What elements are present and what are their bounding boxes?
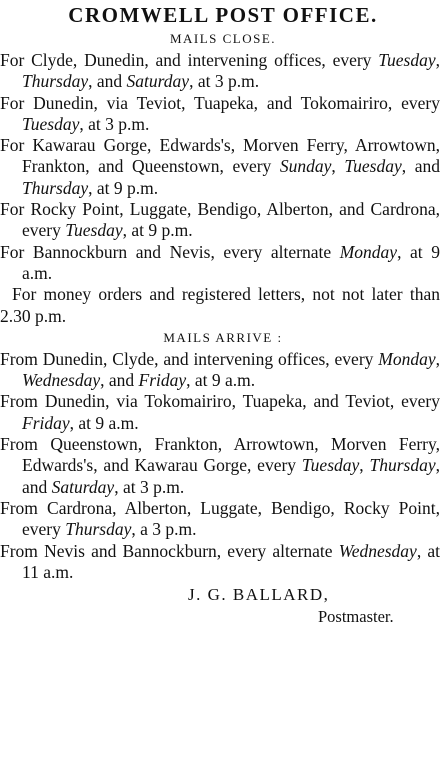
mails-close-section (0, 28, 446, 327)
day-name: Saturday (126, 71, 190, 92)
schedule-entry (0, 135, 446, 199)
entry-text: , (331, 156, 345, 177)
day-name: Wednesday (338, 540, 417, 561)
day-name: Saturday (51, 476, 115, 497)
day-name: Tuesday (378, 50, 436, 70)
day-name: Thursday (22, 177, 89, 198)
schedule-entry (0, 93, 446, 136)
day-name: Wednesday (22, 370, 101, 391)
entry-text: , at 3 p.m. (114, 476, 185, 497)
entry-text: , a 3 p.m. (131, 519, 197, 540)
entry-text: For Kawarau Gorge, Edwards's, Morven Ferry, Arrowtown, Frankton, and Queenstown, every (0, 135, 440, 177)
mails-arrive-list (0, 349, 446, 583)
money-orders-note: For money orders and registered letters, not not later than 2.30 p.m. (0, 284, 440, 326)
day-name: Thursday (22, 71, 89, 92)
mails-close-list (0, 50, 446, 284)
entry-text: , at 9 a.m. (69, 412, 139, 433)
entry-text: , at 3 p.m. (189, 71, 260, 92)
entry-text: , (435, 348, 440, 369)
entry-text: , at 9 p.m. (88, 177, 159, 198)
entry-text: , at 11 a.m. (22, 540, 440, 582)
entry-text: , and (88, 71, 127, 92)
entry-text: , at 9 a.m. (22, 241, 440, 283)
entry-text: , at 9 p.m. (122, 220, 193, 241)
entry-text: , (359, 455, 370, 476)
day-name: Monday (339, 241, 398, 262)
schedule-entry (0, 50, 446, 93)
schedule-entry (0, 349, 446, 392)
entry-text: , at 3 p.m. (79, 113, 150, 134)
entry-text: For Dunedin, via Teviot, Tuapeka, and Tokomairiro, every (0, 92, 440, 113)
entry-text: For Bannockburn and Nevis, every alternate (0, 241, 340, 262)
entry-text: From Dunedin, via Tokomairiro, Tuapeka, and Teviot, every (0, 391, 440, 412)
entry-text: From Queenstown, Frankton, Arrowtown, Morven Ferry, Edwards's, and Kawarau Gorge, every (0, 434, 440, 476)
signature-title: Postmaster. (318, 607, 394, 627)
entry-text: For Rocky Point, Luggate, Bendigo, Alberton, and Cardrona, every (0, 199, 440, 241)
schedule-entry (0, 242, 446, 285)
day-name: Tuesday (22, 113, 80, 134)
entry-text: , and (100, 370, 139, 391)
day-name: Monday (378, 348, 436, 369)
day-name: Friday (138, 370, 187, 391)
schedule-entry (0, 498, 446, 541)
day-name: Thursday (369, 455, 436, 476)
schedule-entry (0, 541, 446, 584)
schedule-entry (0, 199, 446, 242)
entry-text: From Dunedin, Clyde, and intervening offices, every (0, 348, 379, 369)
signature-block (0, 583, 446, 627)
entry-text: From Cardrona, Alberton, Luggate, Bendigo, Rocky Point, every (0, 497, 440, 540)
schedule-entry (0, 434, 446, 498)
mails-arrive-section (0, 327, 446, 583)
entry-text: , and (401, 156, 440, 177)
entry-text: , at 9 a.m. (186, 370, 256, 391)
entry-text: From Nevis and Bannockburn, every alternate (0, 540, 339, 561)
day-name: Tuesday (344, 156, 402, 177)
day-name: Sunday (279, 156, 332, 177)
entry-text: , and (22, 455, 441, 497)
notice-title: CROMWELL POST OFFICE. (68, 3, 378, 27)
day-name: Friday (22, 412, 70, 433)
entry-text: For Clyde, Dunedin, and intervening offices, every (0, 50, 379, 70)
day-name: Thursday (65, 519, 132, 540)
day-name: Tuesday (301, 455, 360, 476)
entry-text: , (435, 50, 440, 70)
schedule-entry (0, 391, 446, 434)
mails-close-heading: MAILS CLOSE. (169, 31, 277, 46)
signature-name: J. G. BALLARD, (188, 585, 330, 605)
mails-arrive-heading: MAILS ARRIVE : (163, 329, 283, 345)
day-name: Tuesday (65, 220, 123, 241)
